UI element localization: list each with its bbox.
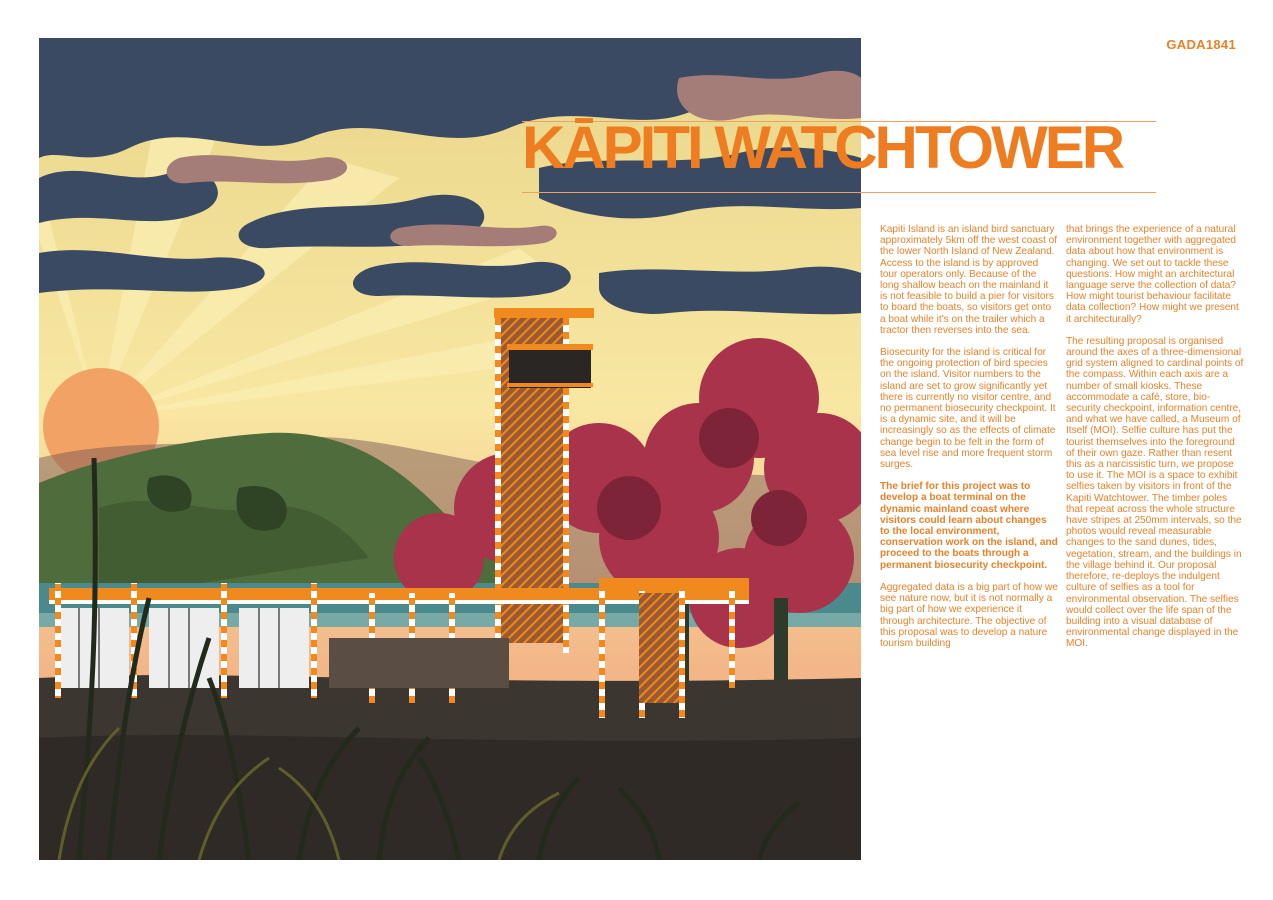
brief-paragraph: The brief for this project was to develop a boat terminal on the dynamic mainland coast where visitors could learn about changes to the local environment, conservation work on the island, and proceed to the boats through a permanent biosecurity checkpoint. — [880, 481, 1058, 571]
text-column-1 — [880, 224, 1058, 660]
page-title: KĀPITI WATCHTOWER — [522, 114, 1123, 181]
paragraph: Aggregated data is a big part of how we see nature now, but it is not normally a big part of how we experience it through architecture. The objective of this proposal was to develop a nature tourism building — [880, 581, 1058, 649]
text-column-2 — [1066, 224, 1244, 661]
paragraph: Kapiti Island is an island bird sanctuary approximately 5km off the west coast of the lower North Island of New Zealand. Access to the island is by approved tour operators only. Because of the long shallow beach on the mainland it is not feasible to build a pier for visitors to board the boats, so visitors get onto a boat while it's on the trailer which a tractor then reverses into the sea. — [880, 224, 1058, 336]
paragraph: The resulting proposal is organised around the axes of a three-dimensional grid system aligned to cardinal points of the compass. Within each axis are a number of small kiosks. These accommodate a café, store, bio-security checkpoint, information centre, and what we have called, a Museum of Itself (MOI). Selfie culture has put the tourist themselves into the foreground of their own gaze. Rather than resent this as a narcissistic turn, we propose to use it. The MOI is a space to exhibit selfies taken by visitors in front of the Kapiti Watchtower. The timber poles that repeat across the whole structure have stripes at 250mm intervals, so the photos would reveal measurable changes to the sand dunes, tides, vegetation, stream, and the buildings in the village behind it. Our proposal therefore, re-deploys the indulgent culture of selfies as a tool for environmental observation. The selfies would collect over the life span of the building into a visual database of environmental change displayed in the MOI. — [1066, 335, 1244, 650]
project-code: GADA1841 — [1166, 37, 1236, 52]
paragraph: Biosecurity for the island is critical for the ongoing protection of bird species on the island. Visitor numbers to the island are set to grow significantly yet there is currently no visitor centre, and no permanent biosecurity checkpoint. It is a dynamic site, and it will be increasingly so as the effects of climate change begin to be felt in the form of sea level rise and more frequent storm surges. — [880, 347, 1056, 471]
paragraph: that brings the experience of a natural environment together with aggregated data about how that environment is changing. We set out to tackle these questions: How might an architectural language serve the collection of data? How might tourist behaviour facilitate data collection? How might we present it architecturally? — [1066, 224, 1239, 325]
title-rule-bottom — [522, 192, 1156, 193]
